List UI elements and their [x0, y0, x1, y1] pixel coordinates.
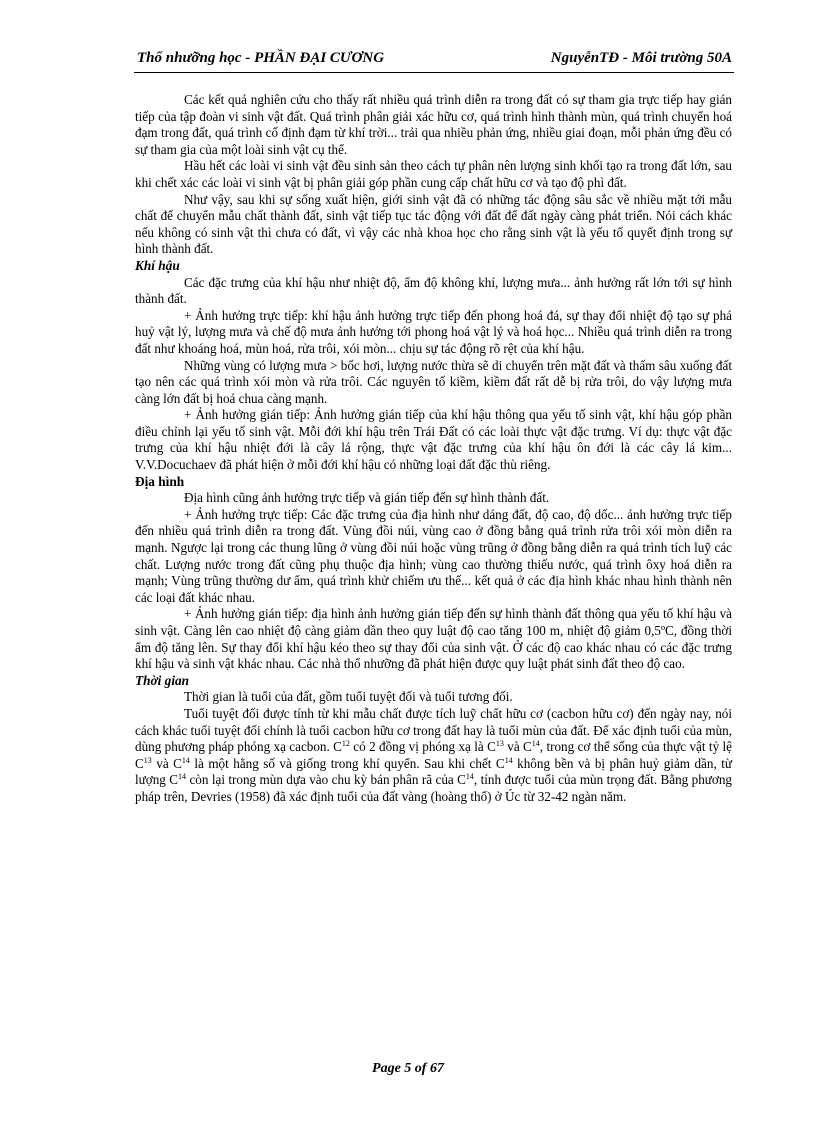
- paragraph: + Ảnh hưởng gián tiếp: địa hình ảnh hưởng gián tiếp đến sự hình thành đất thông qua yếu tố khí hậu và sinh vật. Càng lên cao nhiệt độ càng giảm dần theo quy luật độ cao tăng 100 m, nhiệt độ giảm 0,5ºC, đồng thời ẩm độ tăng lên. Sự thay đổi khí hậu kéo theo sự thay đổi của sinh vật. Ở các độ cao khác nhau có các đặc trưng khí hậu và sinh vật khác nhau. Các nhà thổ nhưỡng đã phát hiện được quy luật phát sinh đất theo độ cao.: [135, 606, 732, 672]
- text-run: là một hằng số và giống trong khí quyển. Sau khi chết C: [189, 755, 505, 771]
- paragraph: + Ảnh hưởng gián tiếp: Ảnh hưởng gián tiếp của khí hậu thông qua yếu tố sinh vật, khí hậu góp phần điều chỉnh lại yếu tố sinh vật. Mỗi đới khí hậu trên Trái Đất có các loài thực vật đặc trưng. Ví dụ: thực vật đặc trưng của khí hậu nhiệt đới là cây lá rộng, thực vật đặc trưng của khí hậu ôn đới là các cây lá kim... V.V.Docuchaev đã phát hiện ở mỗi đới khí hậu có những loại đất đặc thù riêng.: [135, 407, 732, 473]
- header-divider: [134, 72, 734, 73]
- text-run: Tuổi tuyệt đối được tính từ khi mẫu chất được tích luỹ chất hữu cơ (cacbon hữu cơ) đến ngày nay, nói cách khác tuổi tuyệt đối chính là tuổi cacbon hữu cơ trong đất hay là tuổi mùn của đất. Để xác định tuổi của mùn, dùng phương pháp phóng xạ cacbon. C: [135, 705, 732, 755]
- header-left-title: Thổ nhưỡng học - PHẦN ĐẠI CƯƠNG: [137, 50, 385, 66]
- superscript: 13: [495, 739, 504, 749]
- paragraph: + Ảnh hưởng trực tiếp: Các đặc trưng của địa hình như dáng đất, độ cao, độ dốc... ảnh hưởng trực tiếp đến nhiều quá trình diễn ra trong đất. Vùng đồi núi, vùng cao ở đồng bằng quá trình rửa trôi xói mòn diễn ra mạnh. Ngược lại trong các thung lũng ở vùng đồi núi hoặc vùng trũng ở đồng bằng diễn ra quá trình tích luỹ các chất. Lượng nước trong đất cũng phụ thuộc địa hình; vùng cao thường thiếu nước, quá trình ôxy hoá diễn ra mạnh; Vùng trũng thường dư ẩm, quá trình khử chiếm ưu thế... kết quả ở các địa hình khác nhau hình thành nên các loại đất khác nhau.: [135, 506, 732, 605]
- page-header: [137, 50, 732, 67]
- page-number: Page 5 of 67: [372, 1061, 444, 1076]
- text-run: , tính được tuổi của mùn trọng đất. Bằng phương pháp trên, Devries (1958) đã xác định tuổi của đất vàng (hoàng thổ) ở Úc từ 32-42 ngàn năm.: [135, 772, 732, 804]
- text-run: và C: [151, 755, 182, 771]
- section-heading-khi-hau: Khí hậu: [135, 257, 180, 273]
- section-heading-thoi-gian: Thời gian: [135, 672, 190, 688]
- superscript: 12: [341, 739, 350, 749]
- page-body: [135, 92, 732, 806]
- superscript: 14: [531, 739, 540, 749]
- paragraph: Những vùng có lượng mưa > bốc hơi, lượng nước thừa sẽ di chuyển trên mặt đất và thấm sâu xuống đất tạo nên các quá trình xói mòn và rửa trôi. Các nguyên tố kiềm, kiềm đất rất dễ bị rửa trôi, do vậy lượng mưa càng lớn đất bị hoá chua càng mạnh.: [135, 357, 732, 406]
- paragraph: Hầu hết các loài vi sinh vật đều sinh sản theo cách tự phân nên lượng sinh khối tạo ra trong đất lớn, sau khi chết xác các loài vi sinh vật bị phân giải góp phần cung cấp chất hữu cơ và tạo độ phì đất.: [135, 158, 732, 190]
- text-run: có 2 đồng vị phóng xạ là C: [349, 739, 496, 755]
- page-footer: [0, 1061, 816, 1077]
- superscript: 14: [504, 755, 513, 765]
- paragraph-carbon-dating: [135, 706, 732, 806]
- text-run: còn lại trong mùn dựa vào chu kỳ bán phân rã của C: [186, 772, 466, 788]
- text-run: không bền và bị phân huỷ giảm dần, từ lượng C: [135, 755, 732, 788]
- superscript: 14: [465, 772, 474, 782]
- text-run: và C: [503, 739, 532, 755]
- superscript: 14: [178, 772, 187, 782]
- paragraph: Các kết quả nghiên cứu cho thấy rất nhiều quá trình diễn ra trong đất có sự tham gia trực tiếp hay gián tiếp của tập đoàn vi sinh vật đất. Quá trình phân giải xác hữu cơ, quá trình hình thành mùn, quá trình chuyển hoá đạm trong đất, quá trình cố định đạm từ khí trời... trải qua nhiều phản ứng, nhiều giai đoạn, mỗi phản ứng đều có sự tham gia của một loài sinh vật cụ thể.: [135, 92, 732, 157]
- paragraph: Thời gian là tuổi của đất, gồm tuổi tuyệt đối và tuổi tương đối.: [184, 689, 513, 705]
- superscript: 13: [143, 755, 152, 765]
- paragraph: + Ảnh hưởng trực tiếp: khí hậu ảnh hưởng trực tiếp đến phong hoá đá, sự thay đổi nhiệt độ tạo sự phá huỷ vật lý, lượng mưa và chế độ mưa ảnh hưởng tới phong hoá vật lý và hoá học... Nhiều quá trình diễn ra trong đất như khoáng hoá, mùn hoá, rửa trôi, xói mòn... chịu sự tác động rõ rệt của khí hậu.: [135, 307, 732, 356]
- header-right-author: NguyễnTĐ - Môi trường 50A: [550, 50, 732, 66]
- paragraph: Các đặc trưng của khí hậu như nhiệt độ, ẩm độ không khí, lượng mưa... ảnh hưởng rất lớn tới sự hình thành đất.: [135, 274, 732, 307]
- superscript: 14: [181, 755, 190, 765]
- paragraph: Như vậy, sau khi sự sống xuất hiện, giới sinh vật đã có những tác động sâu sắc về nhiều mặt tới mẫu chất để chuyển mẫu chất thành đất, sinh vật tiếp tục tác động với đất để đất ngày càng phát triển. Nói cách khác nếu không có sinh vật thì chưa có đất, vì vậy các nhà khoa học cho rằng sinh vật là yếu tố quyết định trong sự hình thành đất.: [135, 191, 732, 257]
- text-run: , trong cơ thể sống của thực vật tỷ lệ C: [135, 739, 732, 771]
- paragraph: Địa hình cũng ảnh hưởng trực tiếp và gián tiếp đến sự hình thành đất.: [184, 490, 550, 506]
- section-heading-dia-hinh: Địa hình: [135, 473, 185, 489]
